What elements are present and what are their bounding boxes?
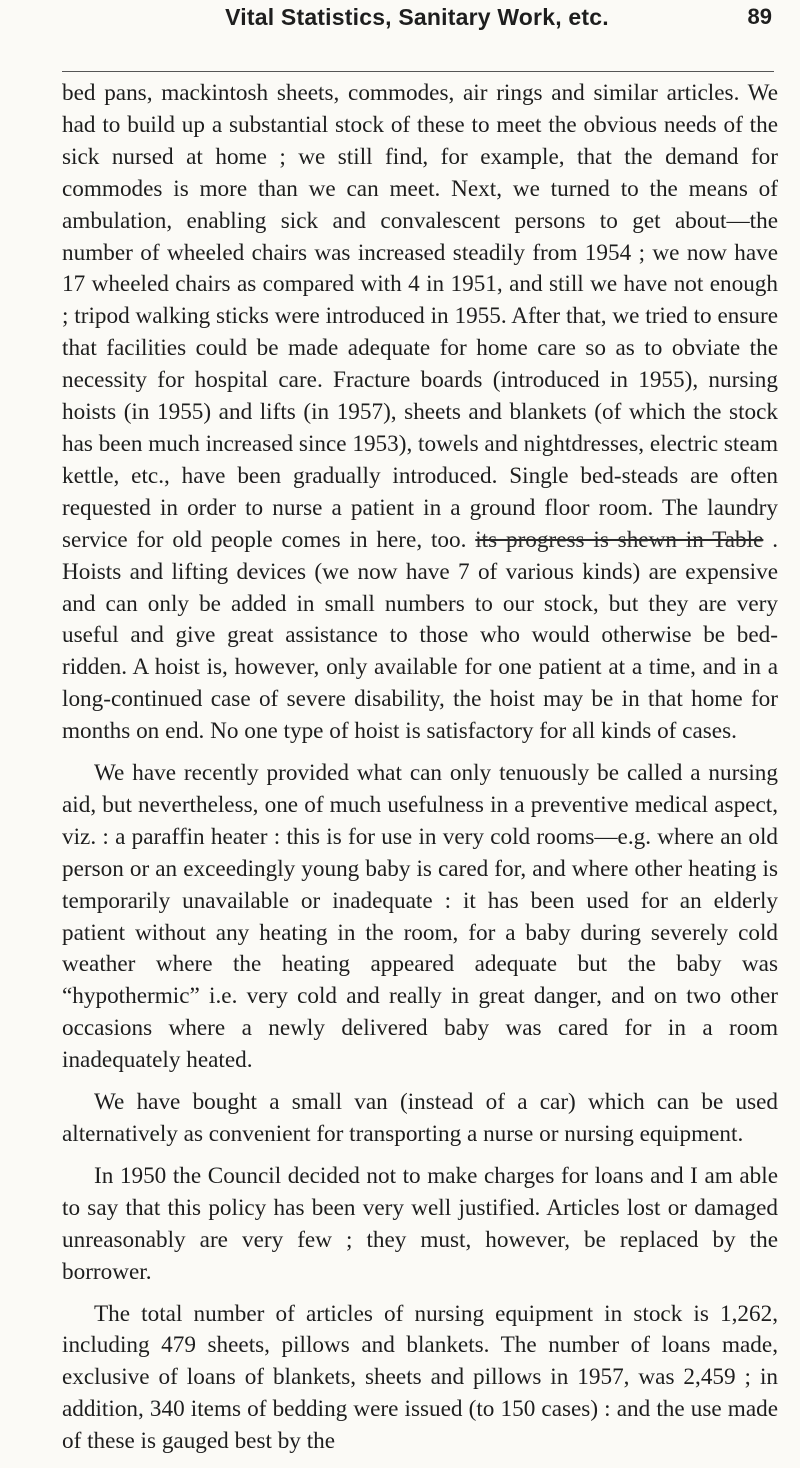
header-rule (62, 71, 774, 72)
page-number: 89 (747, 4, 772, 29)
struck-through-text: its progress is shewn in Table (475, 526, 764, 553)
running-header (62, 4, 772, 34)
paragraph-1 (62, 78, 778, 748)
running-title: Vital Statistics, Sanitary Work, etc. (225, 4, 609, 30)
paragraph-5: The total number of articles of nursing equipment in stock is 1,262, including 479 sheets, pillows and blankets. The number of loans made, exclusive of loans of blankets, sheets and pillows in 1957, was 2,459 ; in addition, 340 items of bedding were issued (to 150 cases) : and the use made of these is gauged best by the (62, 1300, 778, 1455)
paragraph-1-part-1: bed pans, mackintosh sheets, commodes, air rings and similar articles. We had to build up a substantial stock of these to meet the obvious needs of the sick nursed at home ; we still find, for example, that the demand for commodes is more than we can meet. Next, we turned to the means of ambulation, enabling sick and convalescent persons to get about—the number of wheeled chairs was increased steadily from 1954 ; we now have 17 wheeled chairs as compared with 4 in 1951, and still we have not enough ; tripod walking sticks were introduced in 1955. After that, we tried to ensure that facilities could be made adequate for home care so as to obviate the necessity for hospital care. Fracture boards (introduced in 1955), nursing hoists (in 1955) and lifts (in 1957), sheets and blankets (of which the stock has been much increased since 1953), towels and nightdresses, electric steam kettle, etc., have been gradually introduced. Single bed-steads are often requested in order to nurse a patient in a ground floor room. The laundry service for old people comes in here, too. (62, 80, 778, 553)
paragraph-3: We have bought a small van (instead of a car) which can be used alternatively as convenient for transporting a nurse or nursing equipment. (62, 1089, 778, 1147)
body-text (62, 78, 778, 1468)
paragraph-2: We have recently provided what can only tenuously be called a nursing aid, but nevertheless, one of much usefulness in a preventive medical aspect, viz. : a paraffin heater : this is for use in very cold rooms—e.g. where an old person or an exceedingly young baby is cared for, and where other heating is temporarily unavailable or inadequate : it has been used for an elderly patient without any heating in the room, for a baby during severely cold weather where the heating appeared adequate but the baby was “hypothermic” i.e. very cold and really in great danger, and on two other occasions where a newly delivered baby was cared for in a room inadequately heated. (62, 760, 778, 1074)
paragraph-4: In 1950 the Council decided not to make charges for loans and I am able to say that this policy has been very well justified. Articles lost or damaged unreasonably are very few ; they must, however, be replaced by the borrower. (62, 1162, 778, 1285)
paragraph-1-part-2: . Hoists and lifting devices (we now have 7 of various kinds) are expensive and can only be added in small numbers to our stock, but they are very useful and give great assistance to those who would otherwise be bed-ridden. A hoist is, however, only available for one patient at a time, and in a long-continued case of severe disability, the hoist may be in that home for months on end. No one type of hoist is satisfactory for all kinds of cases. (62, 526, 779, 745)
